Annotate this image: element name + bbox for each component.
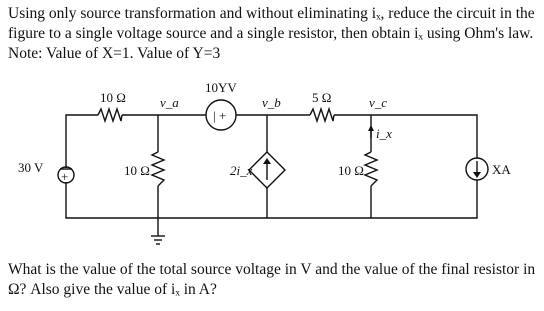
resistor-mid-right bbox=[365, 152, 377, 186]
label-r-top-right: 5 Ω bbox=[312, 90, 332, 105]
resistor-mid-left bbox=[152, 152, 164, 186]
label-dep-c-source: 2i_x bbox=[230, 163, 253, 178]
label-i-source: XA bbox=[492, 162, 511, 177]
label-v-source: 30 V bbox=[18, 160, 44, 175]
current-source-xa bbox=[466, 158, 488, 180]
plus-sign-icon: + bbox=[61, 169, 69, 184]
svg-text:|: | bbox=[213, 108, 216, 123]
label-r-top-left: 10 Ω bbox=[100, 90, 126, 105]
label-node-a: v_a bbox=[160, 95, 179, 110]
question-intro: Using only source transformation and without eliminating iₓ, reduce the circuit in the figure to a single voltage source and a single resistor, then obtain iₓ using Ohm's law. Note: Value of X=1. Value of Y=3 bbox=[8, 5, 535, 62]
ground-icon bbox=[151, 236, 165, 244]
dependent-voltage-source bbox=[206, 100, 236, 130]
label-dep-v-source: 10YV bbox=[205, 80, 237, 95]
label-r-mid-right: 10 Ω bbox=[338, 163, 364, 178]
resistor-top-right bbox=[310, 109, 334, 121]
label-node-c: v_c bbox=[369, 95, 388, 110]
plus-sign-icon: + bbox=[219, 108, 227, 123]
ix-arrow-icon bbox=[368, 125, 374, 138]
resistor-top-left bbox=[98, 109, 122, 121]
label-current-ix: i_x bbox=[376, 126, 392, 141]
label-r-mid-left: 10 Ω bbox=[124, 163, 150, 178]
voltage-source-30v bbox=[58, 167, 74, 184]
question-followup: What is the value of the total source voltage in V and the value of the final resistor in Ω? Also give the value of iₓ in A? bbox=[8, 261, 536, 298]
dependent-current-source bbox=[249, 152, 285, 188]
label-node-b: v_b bbox=[262, 95, 281, 110]
